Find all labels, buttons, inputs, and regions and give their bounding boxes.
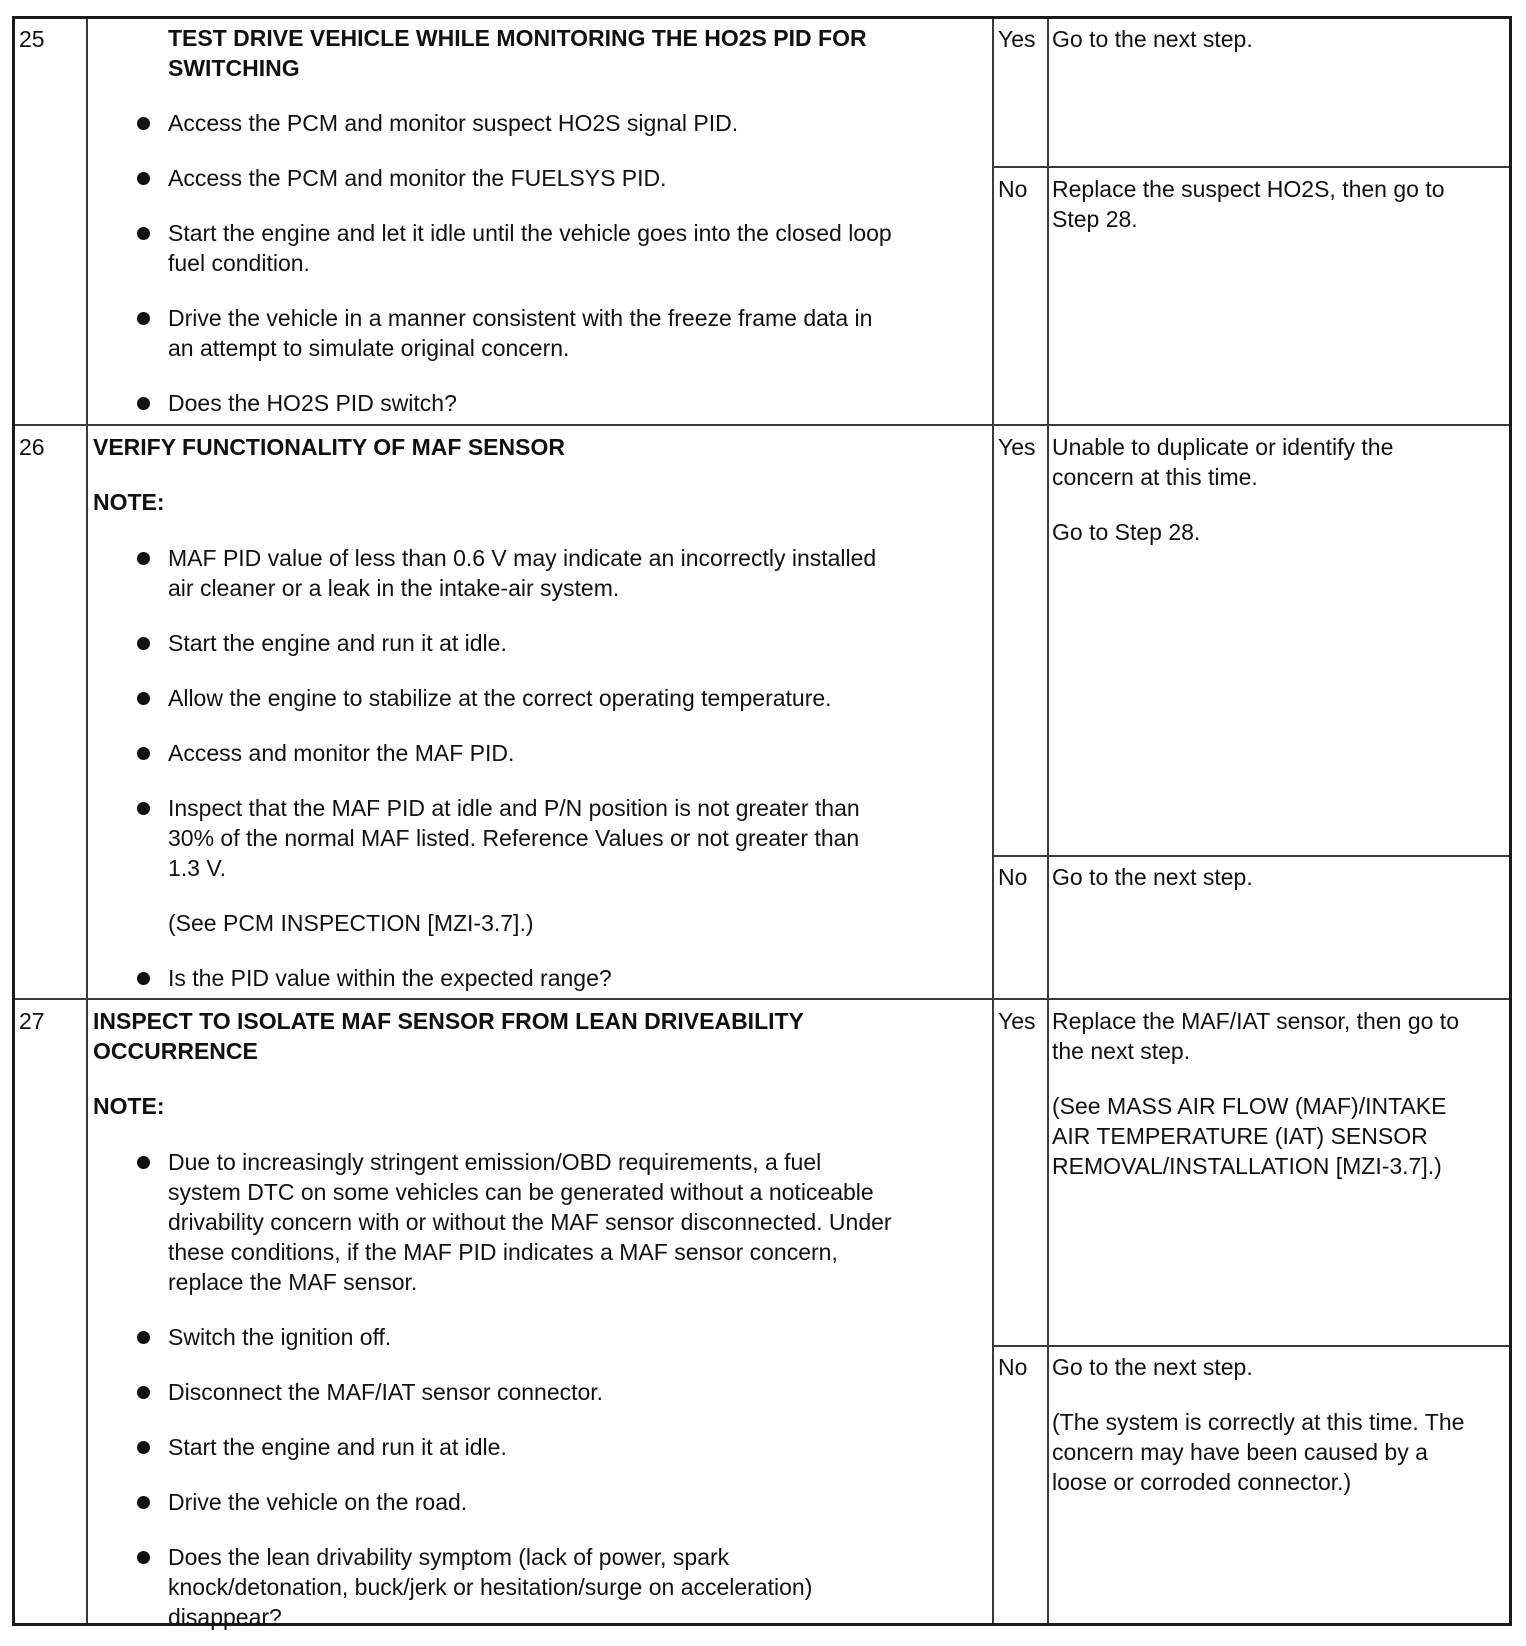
- row-divider-25-26: [15, 424, 1509, 426]
- step-number: 27: [19, 1008, 45, 1034]
- no-label: No: [998, 864, 1028, 890]
- row-27-yes-no-divider: [992, 1345, 1509, 1347]
- bullet-icon: [137, 1496, 150, 1509]
- no-action: Go to the next step.: [1052, 1354, 1253, 1380]
- bullet-icon: [137, 747, 150, 760]
- no-action: Step 28.: [1052, 206, 1138, 232]
- step-number: 25: [19, 26, 45, 52]
- bullet-icon: [137, 972, 150, 985]
- step-question: disappear?: [168, 1604, 282, 1630]
- step-instruction: 1.3 V.: [168, 855, 226, 881]
- bullet-icon: [137, 552, 150, 565]
- no-label: No: [998, 1354, 1028, 1380]
- bullet-icon: [137, 1441, 150, 1454]
- yes-reference: (See MASS AIR FLOW (MAF)/INTAKE: [1052, 1093, 1447, 1119]
- bullet-icon: [137, 172, 150, 185]
- step-instruction: Start the engine and let it idle until the vehicle goes into the closed loop: [168, 220, 892, 246]
- bullet-icon: [137, 1156, 150, 1169]
- step-instruction: Start the engine and run it at idle.: [168, 630, 507, 656]
- step-title: SWITCHING: [168, 55, 300, 81]
- bullet-icon: [137, 117, 150, 130]
- yes-action: Replace the MAF/IAT sensor, then go to: [1052, 1008, 1459, 1034]
- bullet-icon: [137, 637, 150, 650]
- yes-reference: AIR TEMPERATURE (IAT) SENSOR: [1052, 1123, 1428, 1149]
- step-title: OCCURRENCE: [93, 1038, 258, 1064]
- bullet-icon: [137, 1386, 150, 1399]
- step-title: TEST DRIVE VEHICLE WHILE MONITORING THE HO2S PID FOR: [168, 25, 867, 51]
- row-divider-26-27: [15, 998, 1509, 1000]
- column-divider-result: [1047, 19, 1049, 1623]
- step-question: Does the lean drivability symptom (lack of power, spark: [168, 1544, 730, 1570]
- bullet-icon: [137, 397, 150, 410]
- reference-note: (See PCM INSPECTION [MZI-3.7].): [168, 910, 534, 936]
- step-instruction: Inspect that the MAF PID at idle and P/N position is not greater than: [168, 795, 860, 821]
- yes-action: concern at this time.: [1052, 464, 1258, 490]
- row-26-yes-no-divider: [992, 855, 1509, 857]
- yes-action: Unable to duplicate or identify the: [1052, 434, 1394, 460]
- yes-reference: REMOVAL/INSTALLATION [MZI-3.7].): [1052, 1153, 1442, 1179]
- yes-goto: Go to Step 28.: [1052, 519, 1201, 545]
- step-question: Does the HO2S PID switch?: [168, 390, 457, 416]
- step-instruction: Switch the ignition off.: [168, 1324, 392, 1350]
- step-instruction: Start the engine and run it at idle.: [168, 1434, 507, 1460]
- step-instruction: these conditions, if the MAF PID indicates a MAF sensor concern,: [168, 1239, 838, 1265]
- row-25-yes-no-divider: [992, 166, 1509, 168]
- step-instruction: drivability concern with or without the MAF sensor disconnected. Under: [168, 1209, 892, 1235]
- step-instruction: Due to increasingly stringent emission/OBD requirements, a fuel: [168, 1149, 822, 1175]
- step-number: 26: [19, 434, 45, 460]
- yes-label: Yes: [998, 434, 1036, 460]
- step-instruction: Access the PCM and monitor suspect HO2S signal PID.: [168, 110, 739, 136]
- no-action: Go to the next step.: [1052, 864, 1253, 890]
- step-instruction: 30% of the normal MAF listed. Reference Values or not greater than: [168, 825, 860, 851]
- column-divider-step: [86, 19, 88, 1623]
- yes-label: Yes: [998, 26, 1036, 52]
- step-instruction: fuel condition.: [168, 250, 310, 276]
- step-instruction: Drive the vehicle in a manner consistent with the freeze frame data in: [168, 305, 873, 331]
- no-action: Replace the suspect HO2S, then go to: [1052, 176, 1445, 202]
- yes-action: the next step.: [1052, 1038, 1191, 1064]
- yes-label: Yes: [998, 1008, 1036, 1034]
- note-label: NOTE:: [93, 1093, 165, 1119]
- no-label: No: [998, 176, 1028, 202]
- note-label: NOTE:: [93, 489, 165, 515]
- step-instruction: Allow the engine to stabilize at the correct operating temperature.: [168, 685, 832, 711]
- column-divider-action: [992, 19, 994, 1623]
- bullet-icon: [137, 692, 150, 705]
- step-instruction: system DTC on some vehicles can be generated without a noticeable: [168, 1179, 874, 1205]
- no-note: (The system is correctly at this time. The: [1052, 1409, 1465, 1435]
- no-note: concern may have been caused by a: [1052, 1439, 1428, 1465]
- step-instruction: MAF PID value of less than 0.6 V may indicate an incorrectly installed: [168, 545, 877, 571]
- bullet-icon: [137, 227, 150, 240]
- step-instruction: Drive the vehicle on the road.: [168, 1489, 468, 1515]
- step-instruction: an attempt to simulate original concern.: [168, 335, 570, 361]
- bullet-icon: [137, 1331, 150, 1344]
- step-question: knock/detonation, buck/jerk or hesitation/surge on acceleration): [168, 1574, 813, 1600]
- step-instruction: Access and monitor the MAF PID.: [168, 740, 515, 766]
- step-title: INSPECT TO ISOLATE MAF SENSOR FROM LEAN DRIVEABILITY: [93, 1008, 804, 1034]
- step-instruction: Disconnect the MAF/IAT sensor connector.: [168, 1379, 604, 1405]
- step-instruction: air cleaner or a leak in the intake-air system.: [168, 575, 620, 601]
- bullet-icon: [137, 312, 150, 325]
- no-note: loose or corroded connector.): [1052, 1469, 1352, 1495]
- step-title: VERIFY FUNCTIONALITY OF MAF SENSOR: [93, 434, 565, 460]
- yes-action: Go to the next step.: [1052, 26, 1253, 52]
- step-instruction: Access the PCM and monitor the FUELSYS PID.: [168, 165, 667, 191]
- step-question: Is the PID value within the expected range?: [168, 965, 612, 991]
- step-instruction: replace the MAF sensor.: [168, 1269, 418, 1295]
- bullet-icon: [137, 802, 150, 815]
- bullet-icon: [137, 1551, 150, 1564]
